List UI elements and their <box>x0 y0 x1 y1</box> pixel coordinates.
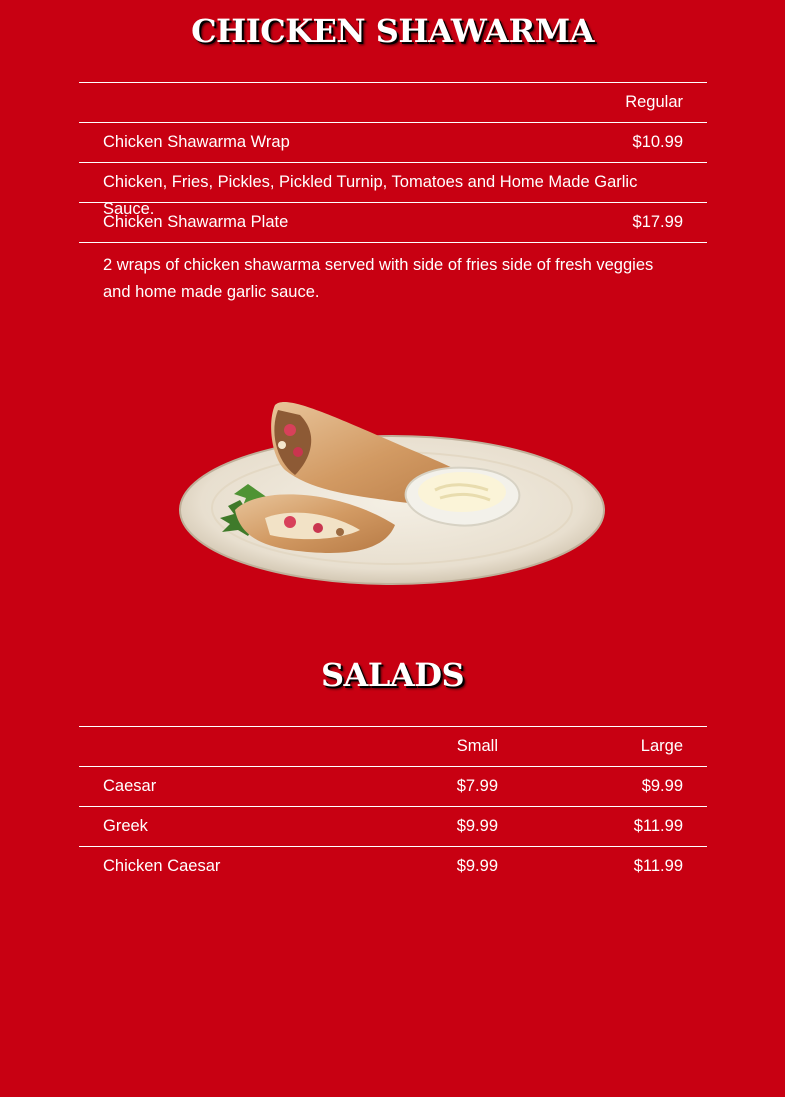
salad-row <box>79 846 707 886</box>
item-name: Chicken Caesar <box>103 857 221 875</box>
item-name: Caesar <box>103 777 157 795</box>
shawarma-plate-illustration <box>170 390 610 600</box>
shawarma-plate-photo <box>170 390 610 600</box>
menu-item-plate <box>79 202 707 242</box>
salad-row <box>79 766 707 806</box>
salads-heading: SALADS <box>320 656 465 694</box>
item-name: Greek <box>103 817 148 835</box>
large-price: $9.99 <box>641 777 683 795</box>
small-price: $7.99 <box>456 777 498 795</box>
item-name: Chicken Shawarma Plate <box>103 213 289 231</box>
large-price: $11.99 <box>633 857 683 875</box>
size-header-small: Small <box>456 737 498 755</box>
menu-item-wrap <box>79 122 707 162</box>
item-description: 2 wraps of chicken shawarma served with side of fries side of fresh veggies and home made garlic sauce. <box>79 242 707 315</box>
item-price: $17.99 <box>632 213 683 231</box>
small-price: $9.99 <box>456 857 498 875</box>
salad-row <box>79 806 707 846</box>
large-price: $11.99 <box>633 817 683 835</box>
small-price: $9.99 <box>456 817 498 835</box>
size-header-row <box>79 82 707 122</box>
item-description: Chicken, Fries, Pickles, Pickled Turnip, Tomatoes and Home Made Garlic Sauce. <box>79 162 707 202</box>
item-name: Chicken Shawarma Wrap <box>103 133 290 151</box>
shawarma-heading: CHICKEN SHAWARMA <box>191 12 594 50</box>
shawarma-menu-table <box>79 82 707 315</box>
size-header-row <box>79 726 707 766</box>
size-header-large: Large <box>640 737 683 755</box>
salads-menu-table <box>79 726 707 886</box>
item-price: $10.99 <box>632 133 683 151</box>
size-header-regular: Regular <box>625 93 683 111</box>
